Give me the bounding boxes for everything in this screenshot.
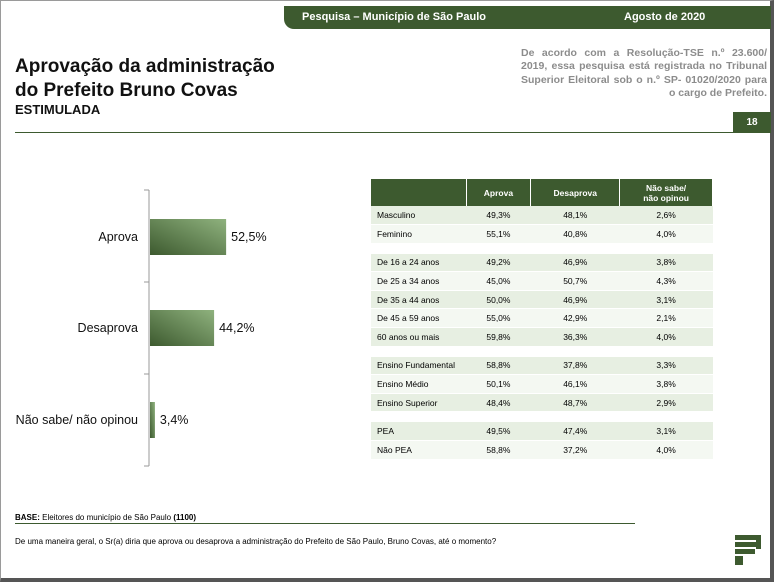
base-divider bbox=[15, 523, 635, 524]
table-cell: 49,2% bbox=[466, 253, 531, 272]
table-cell: 47,4% bbox=[531, 422, 620, 441]
table-cell: 50,1% bbox=[466, 375, 531, 394]
table-row bbox=[371, 272, 713, 291]
row-label: De 45 a 59 anos bbox=[371, 309, 466, 328]
row-label: Masculino bbox=[371, 206, 466, 225]
table-cell: 3,1% bbox=[620, 422, 713, 441]
spacer-cell bbox=[371, 346, 713, 356]
base-label: BASE: bbox=[15, 513, 40, 522]
table-cell: 45,0% bbox=[466, 272, 531, 291]
table-cell: 2,6% bbox=[620, 206, 713, 225]
table-row bbox=[371, 356, 713, 375]
table-cell: 55,0% bbox=[466, 309, 531, 328]
base-text: Eleitores do município de São Paulo bbox=[42, 513, 172, 522]
table-cell: 49,3% bbox=[466, 206, 531, 225]
table-row bbox=[371, 225, 713, 244]
table-cell: 48,1% bbox=[531, 206, 620, 225]
row-label: De 16 a 24 anos bbox=[371, 253, 466, 272]
title-line-2: do Prefeito Bruno Covas bbox=[15, 80, 238, 101]
row-label: 60 anos ou mais bbox=[371, 328, 466, 347]
table-cell: 4,3% bbox=[620, 272, 713, 291]
table-cell: 4,0% bbox=[620, 441, 713, 460]
approval-bar-chart bbox=[1, 181, 361, 471]
table-group-spacer bbox=[371, 412, 713, 422]
table-row bbox=[371, 328, 713, 347]
table-group-spacer bbox=[371, 346, 713, 356]
row-label: PEA bbox=[371, 422, 466, 441]
table-cell: 3,3% bbox=[620, 356, 713, 375]
crosstab-table bbox=[371, 179, 713, 460]
table-cell: 48,7% bbox=[531, 393, 620, 412]
category-label: Aprova bbox=[98, 230, 138, 244]
bar-value-label: 44,2% bbox=[219, 321, 255, 335]
table-row bbox=[371, 375, 713, 394]
table-cell: 2,1% bbox=[620, 309, 713, 328]
table-cell: 4,0% bbox=[620, 328, 713, 347]
row-label: Ensino Fundamental bbox=[371, 356, 466, 375]
table-cell: 59,8% bbox=[466, 328, 531, 347]
table-cell: 37,2% bbox=[531, 441, 620, 460]
page-subtitle: ESTIMULADA bbox=[15, 102, 101, 117]
table-header-cell: Não sabe/ não opinou bbox=[620, 179, 713, 206]
page-title bbox=[15, 55, 275, 103]
title-line-1: Aprovação da administração bbox=[15, 56, 275, 77]
spacer-cell bbox=[371, 412, 713, 422]
bar bbox=[150, 219, 226, 255]
row-label: De 25 a 34 anos bbox=[371, 272, 466, 291]
bar-value-label: 52,5% bbox=[231, 230, 267, 244]
table-row bbox=[371, 290, 713, 309]
bar bbox=[150, 310, 214, 346]
base-note bbox=[15, 513, 196, 522]
bar-value-label: 3,4% bbox=[159, 413, 189, 427]
survey-name: Pesquisa – Município de São Paulo bbox=[302, 11, 486, 23]
base-count: (1100) bbox=[173, 513, 197, 522]
table-cell: 37,8% bbox=[531, 356, 620, 375]
table-row bbox=[371, 422, 713, 441]
spacer-cell bbox=[371, 243, 713, 253]
table-row bbox=[371, 253, 713, 272]
row-label: Ensino Superior bbox=[371, 393, 466, 412]
table-header-cell: Aprova bbox=[466, 179, 531, 206]
bar bbox=[150, 402, 155, 438]
survey-date: Agosto de 2020 bbox=[624, 11, 706, 23]
table-cell: 58,8% bbox=[466, 441, 531, 460]
category-label: Não sabe/ não opinou bbox=[15, 413, 138, 427]
table-cell: 36,3% bbox=[531, 328, 620, 347]
table-header-cell: Desaprova bbox=[531, 179, 620, 206]
table-body bbox=[371, 206, 713, 459]
row-label: De 35 a 44 anos bbox=[371, 290, 466, 309]
table-cell: 55,1% bbox=[466, 225, 531, 244]
table-cell: 58,8% bbox=[466, 356, 531, 375]
pp-logo-icon bbox=[735, 535, 761, 565]
table-cell: 4,0% bbox=[620, 225, 713, 244]
table-cell: 46,1% bbox=[531, 375, 620, 394]
table-cell: 48,4% bbox=[466, 393, 531, 412]
table-cell: 49,5% bbox=[466, 422, 531, 441]
table-cell: 3,1% bbox=[620, 290, 713, 309]
table-cell: 50,0% bbox=[466, 290, 531, 309]
row-label: Não PEA bbox=[371, 441, 466, 460]
table-cell: 3,8% bbox=[620, 253, 713, 272]
table-header-row bbox=[371, 179, 713, 206]
page-number: 18 bbox=[733, 112, 771, 133]
table-cell: 42,9% bbox=[531, 309, 620, 328]
table-group-spacer bbox=[371, 243, 713, 253]
table-row bbox=[371, 206, 713, 225]
table-header-cell bbox=[371, 179, 466, 206]
table-cell: 46,9% bbox=[531, 253, 620, 272]
table-cell: 40,8% bbox=[531, 225, 620, 244]
table-row bbox=[371, 393, 713, 412]
category-label: Desaprova bbox=[77, 321, 138, 335]
table-cell: 3,8% bbox=[620, 375, 713, 394]
row-label: Ensino Médio bbox=[371, 375, 466, 394]
header-bar bbox=[284, 6, 771, 29]
table-cell: 2,9% bbox=[620, 393, 713, 412]
header-divider bbox=[15, 132, 733, 133]
registration-note: De acordo com a Resolução-TSE n.º 23.600/ 2019, essa pesquisa está registrada no Tribunal Superior Eleitoral sob o n.º SP- 01020/2020 para o cargo de Prefeito. bbox=[521, 47, 767, 99]
table-row bbox=[371, 441, 713, 460]
row-label: Feminino bbox=[371, 225, 466, 244]
survey-question: De uma maneira geral, o Sr(a) diria que aprova ou desaprova a administração do Prefeito de São Paulo, Bruno Covas, até o momento? bbox=[15, 537, 497, 546]
table-cell: 46,9% bbox=[531, 290, 620, 309]
table-row bbox=[371, 309, 713, 328]
table-cell: 50,7% bbox=[531, 272, 620, 291]
